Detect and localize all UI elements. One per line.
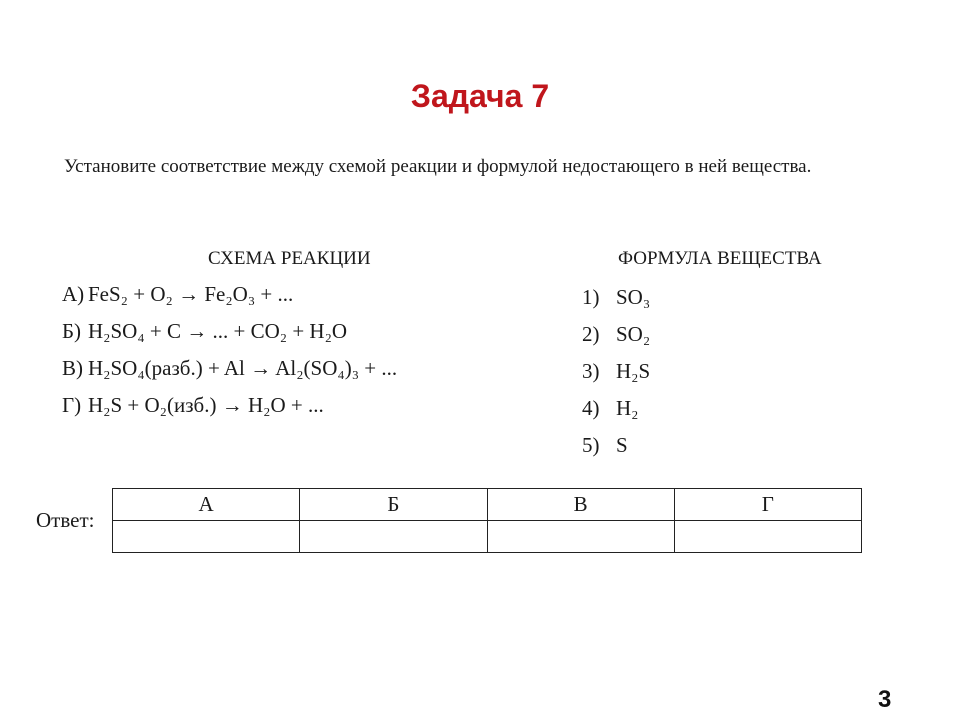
page-number: 3 [878, 686, 892, 713]
answer-header-row [113, 489, 862, 521]
reaction-label: А) [62, 282, 85, 306]
substance-formula-heading: ФОРМУЛА ВЕЩЕСТВА [618, 248, 822, 269]
answer-header-a: А [113, 489, 300, 521]
answer-header-v: В [487, 489, 674, 521]
formula-text: H₂ [616, 396, 639, 420]
reaction-b [62, 313, 562, 350]
slide-title: Задача 7 [410, 78, 550, 114]
formula-list [582, 279, 782, 464]
formula-item [582, 316, 782, 353]
reaction-scheme: H₂S + O₂(изб.) → H₂O + ... [88, 393, 324, 417]
reaction-list [62, 276, 562, 424]
formula-item [582, 279, 782, 316]
reaction-g [62, 387, 562, 424]
formula-item [582, 390, 782, 427]
formula-number: 2) [582, 322, 600, 346]
answer-cell-g[interactable] [674, 521, 861, 553]
reaction-label: Г) [62, 393, 82, 417]
answer-label: Ответ: [36, 508, 95, 532]
answer-cell-a[interactable] [113, 521, 300, 553]
formula-number: 3) [582, 359, 600, 383]
answer-table [112, 488, 862, 553]
task-instruction: Установите соответствие между схемой реакции и формулой недостающего в ней вещества. [64, 156, 812, 177]
reaction-scheme: FeS₂ + O₂ → Fe₂O₃ + ... [88, 282, 294, 306]
answer-cell-b[interactable] [300, 521, 487, 553]
answer-value-row [113, 521, 862, 553]
reaction-a [62, 276, 562, 313]
formula-text: S [616, 433, 628, 457]
formula-item [582, 427, 782, 464]
answer-header-b: Б [300, 489, 487, 521]
reaction-label: В) [62, 356, 83, 380]
reaction-scheme: H₂SO₄ + C → ... + CO₂ + H₂O [88, 319, 348, 343]
formula-number: 4) [582, 396, 600, 420]
reaction-v [62, 350, 562, 387]
reaction-label: Б) [62, 319, 82, 343]
reaction-scheme: H₂SO₄(разб.) + Al → Al₂(SO₄)₃ + ... [88, 356, 398, 380]
reaction-scheme-heading: СХЕМА РЕАКЦИИ [208, 248, 371, 269]
formula-number: 5) [582, 433, 600, 457]
formula-text: SO₃ [616, 285, 651, 309]
answer-header-g: Г [674, 489, 861, 521]
formula-number: 1) [582, 285, 600, 309]
answer-cell-v[interactable] [487, 521, 674, 553]
formula-item [582, 353, 782, 390]
formula-text: SO₂ [616, 322, 651, 346]
formula-text: H₂S [616, 359, 651, 383]
